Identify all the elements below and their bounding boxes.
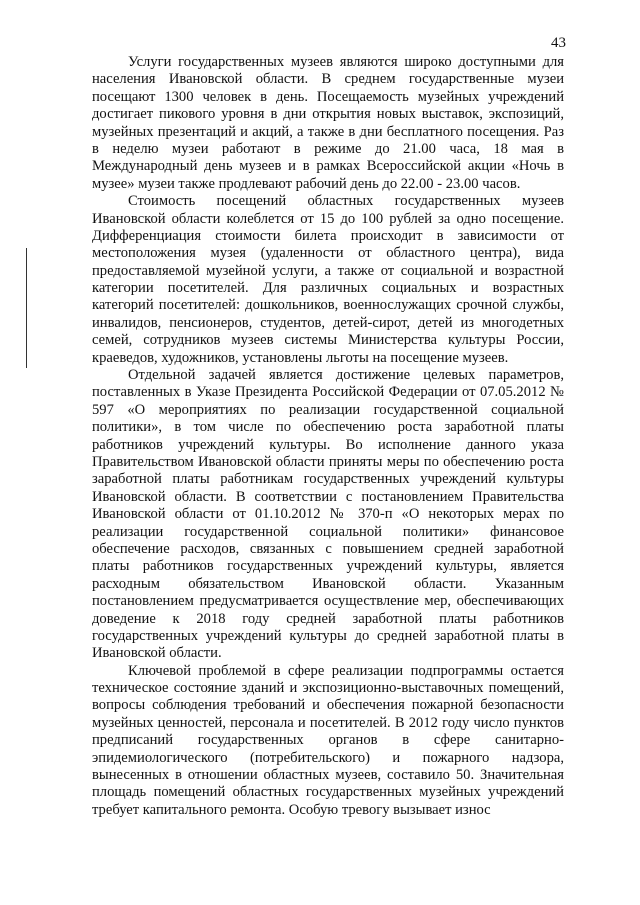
text-line: вынесенных в отношении областных музеев, составило 50. Значительная — [92, 767, 564, 784]
text-line: реализации государственной социальной политики» финансовое — [92, 523, 564, 540]
text-line: музейных презентаций и акций, а также в дни бесплатного посещения. Раз — [92, 123, 564, 140]
text-line: краеведов, художников, установлены льготы на посещение музеев. — [92, 349, 509, 366]
paragraph — [92, 663, 564, 820]
text-line: семей, сотрудников музеев системы Министерства культуры России, — [92, 332, 564, 349]
text-line: площадь помещений областных государственных музейных учреждений — [92, 784, 564, 801]
text-line: платы работников государственных учреждений культуры, является — [92, 558, 564, 575]
text-line: эпидемиологического (потребительского) и пожарного надзора, — [92, 749, 564, 766]
text-line: Ивановской области. — [92, 645, 222, 662]
paragraph — [92, 193, 564, 367]
text-line: предоставляемой музейной услуги, а также от социальной и возрастной — [92, 262, 564, 279]
text-line: доведение к 2018 году средней заработной платы работников — [92, 610, 564, 627]
page-number: 43 — [551, 35, 566, 51]
text-line: заработной платы работникам государственных учреждений культуры — [92, 471, 564, 488]
text-line: Ивановской области от 01.10.2012 № 370-п «О некоторых мерах по — [92, 506, 564, 523]
paragraph — [92, 54, 564, 193]
text-line: работников учреждений культуры. Во исполнение данного указа — [92, 436, 564, 453]
text-line: политики», в том числе по обеспечению роста заработной платы — [92, 419, 564, 436]
text-line: достигает пикового уровня в дни открытия новых выставок, экспозиций, — [92, 106, 564, 123]
paragraph — [92, 367, 564, 663]
text-line: Стоимость посещений областных государственных музеев — [128, 193, 564, 210]
text-line: Правительством Ивановской области приняты меры по обеспечению роста — [92, 453, 564, 470]
text-line: расходным обязательством Ивановской области. Указанным — [92, 575, 564, 592]
text-line: местоположения музея (удаленности от областного центра), вида — [92, 245, 564, 262]
text-line: государственных учреждений культуры до средней заработной платы в — [92, 627, 564, 644]
text-line: обеспечение расходов, связанных с повышением средней заработной — [92, 540, 564, 557]
text-line: Услуги государственных музеев являются широко доступными для — [128, 54, 564, 70]
text-line: музейных ценностей, персонала и посетителей. В 2012 году число пунктов — [92, 714, 564, 731]
text-line: предписаний государственных органов в сфере санитарно- — [92, 732, 564, 749]
text-line: музее» музеи также продлевают рабочий день до 22.00 - 23.00 часов. — [92, 175, 521, 192]
text-line: поставленных в Указе Президента Российской Федерации от 07.05.2012 № — [92, 384, 564, 401]
text-line: населения Ивановской области. В среднем государственные музеи — [92, 71, 564, 88]
text-line: Ивановской области. В соответствии с постановлением Правительства — [92, 488, 564, 505]
page-body — [92, 54, 564, 819]
text-line: Дифференциация стоимости билета происходит в зависимости от — [92, 227, 564, 244]
text-line: постановлением предусматривается осуществление мер, обеспечивающих — [92, 593, 564, 610]
text-line: требует капитального ремонта. Особую тревогу вызывает износ — [92, 801, 491, 818]
text-line: Ключевой проблемой в сфере реализации подпрограммы остается — [128, 662, 564, 679]
text-line: Отдельной задачей является достижение целевых параметров, — [128, 367, 564, 384]
margin-mark — [26, 248, 27, 368]
text-line: вопросы соблюдения требований и обеспечения пожарной безопасности — [92, 697, 564, 714]
text-line: категорий посетителей: дошкольников, военнослужащих срочной службы, — [92, 297, 564, 314]
text-line: категории посетителей. Для различных социальных и возрастных — [92, 280, 564, 297]
text-line: Международный день музеев и в рамках Всероссийской акции «Ночь в — [92, 158, 564, 175]
text-line: посещают 1300 человек в день. Посещаемость музейных учреждений — [92, 88, 564, 105]
text-line: в неделю музеи работают в режиме до 21.00 часа, 18 мая в — [92, 140, 564, 157]
text-line: Ивановской области колеблется от 15 до 100 рублей за одно посещение. — [92, 210, 564, 227]
text-line: техническое состояние зданий и экспозиционно-выставочных помещений, — [92, 680, 564, 697]
text-line: инвалидов, пенсионеров, студентов, детей-сирот, детей из многодетных — [92, 314, 564, 331]
text-line: 597 «О мероприятиях по реализации государственной социальной — [92, 401, 564, 418]
